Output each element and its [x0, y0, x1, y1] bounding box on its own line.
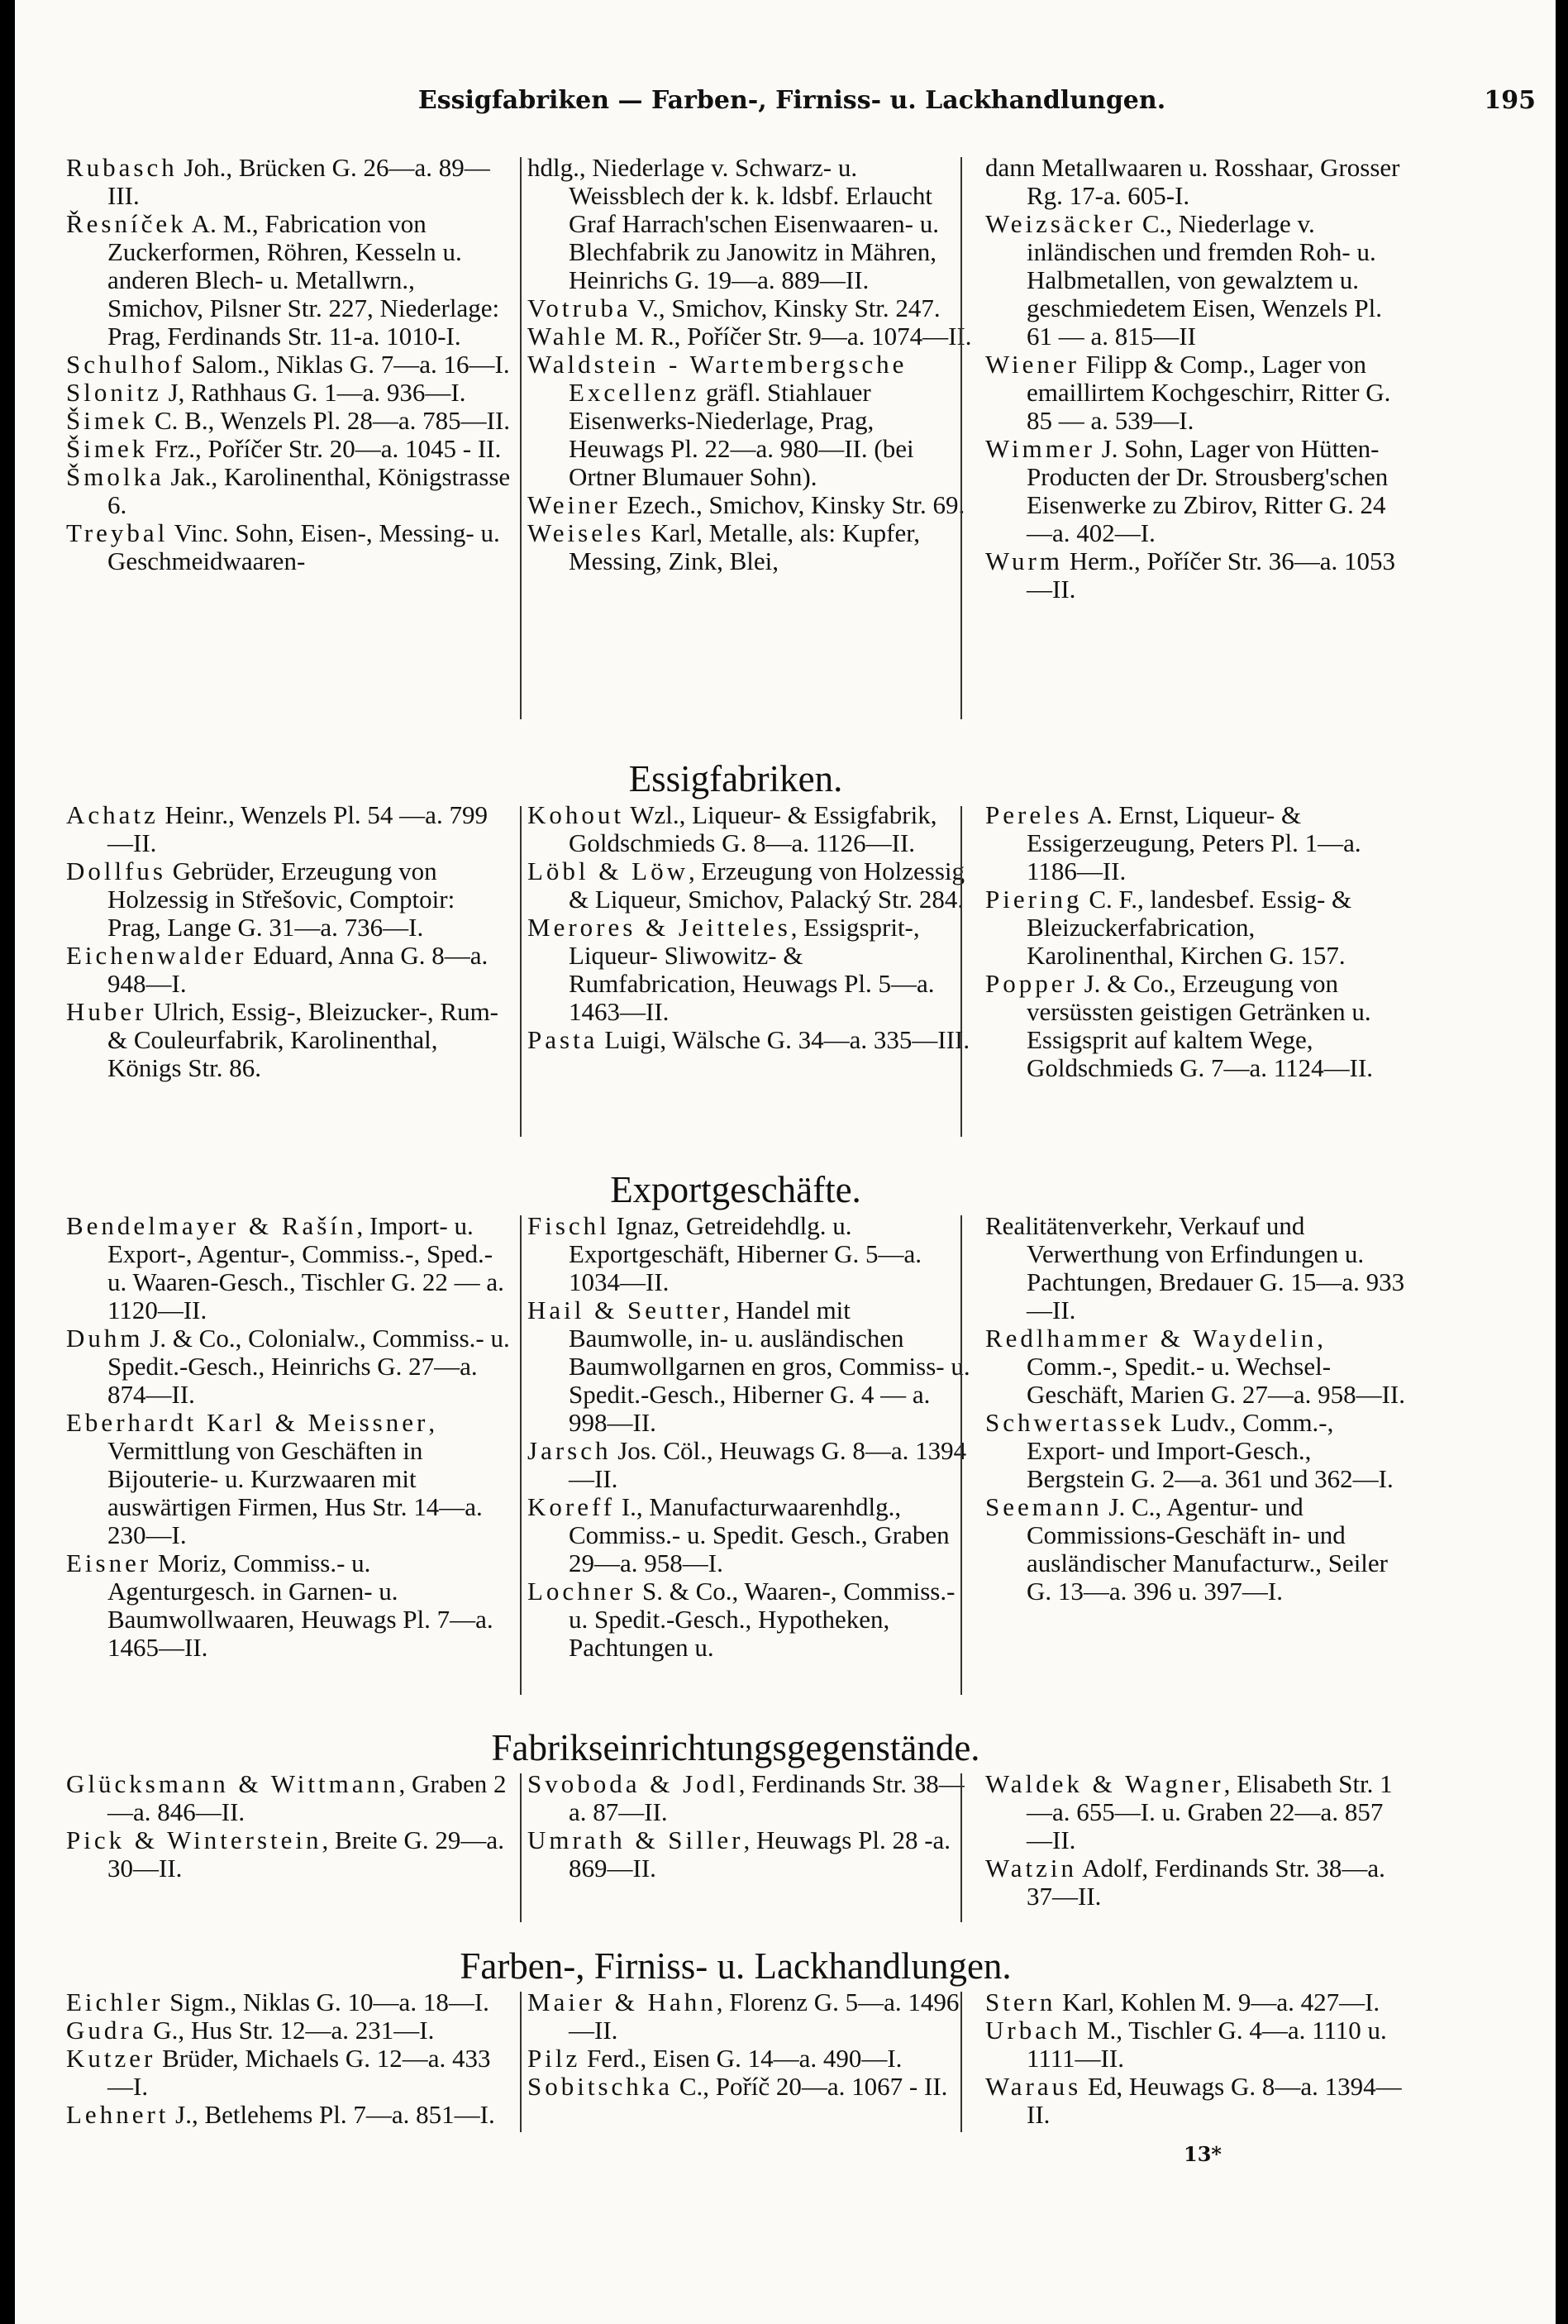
- section-exportgeschaefte: [66, 1167, 1405, 1662]
- entry-text: Salom., Niklas G. 7—a. 16—I.: [184, 350, 510, 379]
- entry-name: Schulhof: [66, 350, 185, 379]
- directory-entry: [66, 801, 512, 857]
- directory-entry: [66, 435, 512, 463]
- column-rule: [960, 1215, 962, 1695]
- directory-entry: [527, 1826, 974, 1883]
- entry-name: Šimek: [66, 434, 149, 463]
- entry-text: Joh., Brücken G. 26—a. 89—III.: [107, 153, 490, 210]
- entry-text: Vinc. Sohn, Eisen-, Messing- u. Geschmeidwaaren-: [107, 518, 500, 575]
- directory-entry: [527, 1770, 974, 1826]
- entry-text: , Erzeugung von Holzessig & Liqueur, Smichov, Palacký Str. 284.: [569, 857, 965, 914]
- section-essigfabriken: [66, 756, 1405, 1082]
- entry-name: Lehnert: [66, 2100, 169, 2129]
- entry-text: Sigm., Niklas G. 10—a. 18—I.: [163, 1988, 489, 2016]
- column: [66, 801, 512, 1082]
- column: [527, 1988, 974, 2129]
- entry-name: Maier & Hahn: [527, 1988, 717, 2016]
- entry-text: A. Ernst, Liqueur- & Essigerzeugung, Peters Pl. 1—a. 1186—II.: [1027, 800, 1361, 885]
- directory-entry: [985, 435, 1407, 547]
- entry-text: Luigi, Wälsche G. 34—a. 335—III.: [598, 1025, 970, 1054]
- entry-text: C. F., landesbef. Essig- & Bleizuckerfabrication, Karolinenthal, Kirchen G. 157.: [1027, 885, 1352, 970]
- directory-entry: [985, 351, 1407, 435]
- entry-text: J. C., Agentur- und Commissions-Geschäft in- und ausländischer Manufacturw., Seiler G. 13—a. 396 u. 397—I.: [1027, 1492, 1388, 1606]
- entry-text: M. R., Poříčer Str. 9—a. 1074—II.: [608, 322, 972, 351]
- entry-text: , Handel mit Baumwolle, in- u. ausländischen Baumwollgarnen en gros, Commiss- u. Spedit.-Gesch., Hiberner G. 4 — a. 998—II.: [569, 1296, 970, 1437]
- column: [985, 154, 1407, 604]
- directory-entry: [527, 519, 974, 575]
- entry-name: Weizsäcker: [985, 209, 1137, 238]
- entry-text: Realitätenverkehr, Verkauf und Verwerthung von Erfindungen u. Pachtungen, Bredauer G. 15—a. 933—II.: [985, 1211, 1405, 1324]
- entry-text: Heinr., Wenzels Pl. 54 —a. 799—II.: [107, 800, 488, 857]
- entry-text: Brüder, Michaels G. 12—a. 433—I.: [107, 2044, 491, 2101]
- entry-text: C., Niederlage v. inländischen und fremden Roh- u. Halbmetallen, von gewalztem u. geschmiedetem Eisen, Wenzels Pl. 61 — a. 815—II: [1027, 209, 1382, 351]
- entry-text: Adolf, Ferdinands Str. 38—a. 37—II.: [1027, 1854, 1385, 1911]
- directory-entry: [66, 379, 512, 407]
- entry-text: , Elisabeth Str. 1—a. 655—I. u. Graben 22—a. 857—II.: [1027, 1769, 1393, 1854]
- entry-name: Fischl: [527, 1211, 610, 1240]
- entry-name: Kutzer: [66, 2044, 156, 2073]
- directory-entry: [985, 2016, 1407, 2073]
- directory-entry: [66, 1409, 512, 1549]
- entry-text: , Vermittlung von Geschäften in Bijouterie- u. Kurzwaaren mit auswärtigen Firmen, Hus Str. 14—a. 230—I.: [107, 1408, 483, 1549]
- entry-text: Ferd., Eisen G. 14—a. 490—I.: [580, 2044, 903, 2073]
- column: [527, 154, 974, 604]
- entry-name: Wurm: [985, 546, 1063, 575]
- entry-text: Jak., Karolinenthal, Königstrasse 6.: [107, 462, 511, 519]
- entry-text: , Ferdinands Str. 38—a. 87—II.: [569, 1769, 965, 1826]
- directory-entry: [66, 1549, 512, 1662]
- directory-entry: [66, 154, 512, 210]
- directory-entry: [985, 1409, 1407, 1493]
- section-heading: Fabrikseinrichtungsgegenstände.: [491, 1727, 980, 1768]
- entry-text: hdlg., Niederlage v. Schwarz- u. Weissblech der k. k. ldsbf. Erlaucht Graf Harrach'schen Eisenwaaren- u. Blechfabrik zu Janowitz in Mähren, Heinrichs G. 19—a. 889—II.: [527, 153, 939, 294]
- entry-name: Merores & Jeitteles: [527, 913, 791, 942]
- directory-entry: [527, 351, 974, 491]
- entry-text: Ulrich, Essig-, Bleizucker-, Rum- & Couleurfabrik, Karolinenthal, Königs Str. 86.: [107, 997, 499, 1082]
- entry-text: Wzl., Liqueur- & Essigfabrik, Goldschmieds G. 8—a. 1126—II.: [569, 800, 937, 857]
- entry-name: Löbl & Löw: [527, 857, 689, 885]
- directory-entry: [66, 857, 512, 942]
- entry-text: Ludv., Comm.-, Export- und Import-Gesch., Bergstein G. 2—a. 361 und 362—I.: [1027, 1408, 1394, 1493]
- entry-name: Šimek: [66, 406, 149, 435]
- entry-name: Wahle: [527, 322, 609, 351]
- directory-entry: [66, 463, 512, 519]
- column: [66, 1770, 512, 1911]
- directory-entry: [527, 1988, 974, 2045]
- entry-text: J, Rathhaus G. 1—a. 936—I.: [161, 378, 466, 407]
- entry-name: Waldek & Wagner: [985, 1769, 1224, 1798]
- entry-text: G., Hus Str. 12—a. 231—I.: [146, 2016, 435, 2045]
- entry-name: Koreff: [527, 1492, 616, 1521]
- entry-text: S. & Co., Waaren-, Commiss.- u. Spedit.-Gesch., Hypotheken, Pachtungen u.: [569, 1577, 956, 1662]
- entry-name: Eichler: [66, 1988, 164, 2016]
- entry-name: Achatz: [66, 800, 159, 829]
- entry-text: dann Metallwaaren u. Rosshaar, Grosser Rg. 17-a. 605-I.: [985, 153, 1400, 210]
- entry-name: Kohout: [527, 800, 624, 829]
- column-rule: [960, 806, 962, 1137]
- entry-name: Votruba: [527, 293, 631, 322]
- entry-text: , Graben 2—a. 846—II.: [107, 1769, 507, 1826]
- entry-text: , Heuwags Pl. 28 -a. 869—II.: [569, 1825, 951, 1883]
- directory-entry: [527, 1493, 974, 1577]
- entry-name: Rubasch: [66, 153, 178, 182]
- directory-entry: [527, 322, 974, 351]
- entry-name: Weiseles: [527, 518, 645, 547]
- entry-name: Piering: [985, 885, 1083, 914]
- entry-name: Hail & Seutter: [527, 1296, 723, 1324]
- section-heading: Essigfabriken.: [628, 758, 843, 799]
- column-rule: [520, 1992, 522, 2132]
- entry-text: Karl, Metalle, als: Kupfer, Messing, Zink, Blei,: [569, 518, 921, 575]
- directory-entry: [527, 491, 974, 519]
- directory-entry: [66, 1324, 512, 1409]
- entry-name: Popper: [985, 969, 1078, 998]
- entry-text: Ezech., Smichov, Kinsky Str. 69.: [620, 490, 965, 519]
- directory-entry: [527, 914, 974, 1026]
- column: [66, 1988, 512, 2129]
- entry-name: Redlhammer & Waydelin: [985, 1324, 1318, 1353]
- entry-name: Eichenwalder: [66, 941, 247, 970]
- directory-entry: [985, 1770, 1407, 1854]
- entry-name: Watzin: [985, 1854, 1078, 1883]
- entry-text: Filipp & Comp., Lager von emaillirtem Kochgeschirr, Ritter G. 85 — a. 539—I.: [1027, 350, 1391, 435]
- column-rule: [520, 806, 522, 1137]
- directory-entry: [527, 1212, 974, 1296]
- entry-name: Waraus: [985, 2072, 1082, 2101]
- entry-name: Weiner: [527, 490, 621, 519]
- directory-entry: [66, 2101, 512, 2129]
- page-number: 195: [1484, 86, 1536, 115]
- column: [985, 1988, 1407, 2129]
- entry-name: Jarsch: [527, 1436, 612, 1465]
- entry-name: Lochner: [527, 1577, 636, 1606]
- directory-entry: [985, 547, 1407, 604]
- column: [985, 801, 1407, 1082]
- entry-name: Duhm: [66, 1324, 144, 1353]
- section-heading: Farben-, Firniss- u. Lackhandlungen.: [460, 1945, 1012, 1987]
- column: [985, 1770, 1407, 1911]
- entry-text: I., Manufacturwaarenhdlg., Commiss.- u. Spedit. Gesch., Graben 29—a. 958—I.: [569, 1492, 950, 1577]
- entry-text: J. & Co., Colonialw., Commiss.- u. Spedit.-Gesch., Heinrichs G. 27—a. 874—II.: [107, 1324, 510, 1409]
- entry-text: Frz., Poříčer Str. 20—a. 1045 - II.: [148, 434, 502, 463]
- running-head-title: Essigfabriken — Farben-, Firniss- u. Lackhandlungen.: [417, 86, 1166, 115]
- directory-entry: [66, 2016, 512, 2045]
- directory-entry: [985, 2073, 1407, 2129]
- entry-text: A. M., Fabrication von Zuckerformen, Röhren, Kesseln u. anderen Blech- u. Metallwrn., Smichov, Pilsner Str. 227, Niederlage: Prag, Ferdinands Str. 11-a. 1010-I.: [107, 209, 500, 351]
- entry-text: C. B., Wenzels Pl. 28—a. 785—II.: [148, 406, 511, 435]
- entry-name: Pilz: [527, 2044, 581, 2073]
- entry-text: J., Betlehems Pl. 7—a. 851—I.: [169, 2100, 495, 2129]
- column-rule: [960, 157, 962, 719]
- directory-entry: [985, 970, 1407, 1082]
- column: [527, 1212, 974, 1662]
- entry-name: Waldstein - Wartembergsche Excellenz: [527, 350, 908, 407]
- entry-name: Stern: [985, 1988, 1056, 2016]
- directory-entry: [527, 2045, 974, 2073]
- directory-entry: [985, 1854, 1407, 1911]
- directory-entry: [527, 2073, 974, 2101]
- directory-entry: [985, 1324, 1407, 1409]
- entry-text: gräfl. Stiahlauer Eisenwerks-Niederlage, Prag, Heuwags Pl. 22—a. 980—II. (bei Ortner Blumauer Sohn).: [569, 378, 914, 491]
- directory-page: [15, 0, 1556, 2324]
- directory-entry: [66, 519, 512, 575]
- signature-mark: 13*: [1184, 2142, 1222, 2166]
- directory-entry: [66, 942, 512, 998]
- section-fabrikseinrichtung: [66, 1725, 1405, 1911]
- entry-name: Pasta: [527, 1025, 598, 1054]
- entry-name: Šmolka: [66, 462, 164, 491]
- entry-name: Wiener: [985, 350, 1079, 379]
- entry-text: M., Tischler G. 4—a. 1110 u. 1111—II.: [1027, 2016, 1387, 2073]
- entry-name: Seemann: [985, 1492, 1103, 1521]
- entry-text: Gebrüder, Erzeugung von Holzessig in Střešovic, Comptoir: Prag, Lange G. 31—a. 736—I.: [107, 857, 455, 942]
- section-farben-firniss-lack: [66, 1944, 1405, 2129]
- entry-text: Ignaz, Getreidehdlg. u. Exportgeschäft, Hiberner G. 5—a. 1034—II.: [569, 1211, 922, 1296]
- entry-text: Ed, Heuwags G. 8—a. 1394—II.: [1027, 2072, 1402, 2129]
- column: [985, 1212, 1407, 1662]
- entry-name: Eisner: [66, 1549, 152, 1577]
- entry-text: Herm., Poříčer Str. 36—a. 1053—II.: [1027, 546, 1396, 604]
- entry-name: Eberhardt Karl & Meissner: [66, 1408, 429, 1437]
- directory-entry: [527, 1296, 974, 1437]
- directory-entry: [527, 857, 974, 914]
- column: [527, 1770, 974, 1911]
- entry-text: Eduard, Anna G. 8—a. 948—I.: [107, 941, 489, 998]
- directory-entry: [66, 1770, 512, 1826]
- directory-entry: [66, 210, 512, 351]
- entry-text: C., Poříč 20—a. 1067 - II.: [673, 2072, 948, 2101]
- directory-entry: [985, 1988, 1407, 2016]
- directory-entry: [66, 1826, 512, 1883]
- directory-entry: [66, 407, 512, 435]
- column-rule: [520, 157, 522, 719]
- entry-name: Wimmer: [985, 434, 1095, 463]
- entry-text: Moriz, Commiss.- u. Agenturgesch. in Garnen- u. Baumwollwaaren, Heuwags Pl. 7—a. 1465—II.: [107, 1549, 493, 1662]
- directory-entry: [527, 1026, 974, 1054]
- entry-text: J. & Co., Erzeugung von versüssten geistigen Getränken u. Essigsprit auf kaltem Wege, Goldschmieds G. 7—a. 1124—II.: [1027, 969, 1374, 1082]
- entry-text: , Breite G. 29—a. 30—II.: [107, 1825, 504, 1883]
- column-rule: [520, 1215, 522, 1695]
- directory-entry: [527, 154, 974, 294]
- entry-name: Slonitz: [66, 378, 162, 407]
- section-heading: Exportgeschäfte.: [610, 1169, 861, 1210]
- entry-name: Bendelmayer & Rašín: [66, 1211, 357, 1240]
- directory-entry: [985, 1493, 1407, 1606]
- entry-name: Urbach: [985, 2016, 1081, 2045]
- entry-text: , Florenz G. 5—a. 1496—II.: [569, 1988, 960, 2045]
- entry-name: Treybal: [66, 518, 169, 547]
- section-eisenwaaren-continued: [66, 154, 1405, 604]
- directory-entry: [527, 1437, 974, 1493]
- entry-text: , Comm.-, Spedit.- u. Wechsel-Geschäft, Marien G. 27—a. 958—II.: [1027, 1324, 1405, 1409]
- directory-entry: [985, 801, 1407, 885]
- entry-name: Gudra: [66, 2016, 147, 2045]
- entry-name: Dollfus: [66, 857, 166, 885]
- directory-entry: [66, 351, 512, 379]
- directory-entry: [66, 1212, 512, 1324]
- entry-name: Umrath & Siller: [527, 1825, 744, 1854]
- entry-name: Glücksmann & Wittmann: [66, 1769, 399, 1798]
- directory-entry: [985, 154, 1407, 210]
- directory-entry: [985, 885, 1407, 970]
- directory-entry: [66, 998, 512, 1082]
- directory-entry: [985, 1212, 1407, 1324]
- entry-text: , Import- u. Export-, Agentur-, Commiss.-, Sped.- u. Waaren-Gesch., Tischler G. 22 — a. 1120—II.: [107, 1211, 504, 1324]
- entry-text: Jos. Cöl., Heuwags G. 8—a. 1394—II.: [569, 1436, 967, 1493]
- entry-name: Schwertassek: [985, 1408, 1165, 1437]
- entry-text: , Essigsprit-, Liqueur- Sliwowitz- & Rumfabrication, Heuwags Pl. 5—a. 1463—II.: [569, 913, 935, 1026]
- column-rule: [520, 1773, 522, 1922]
- entry-name: Huber: [66, 997, 147, 1026]
- column: [527, 801, 974, 1082]
- directory-entry: [66, 1988, 512, 2016]
- entry-name: Řesníček: [66, 209, 187, 238]
- column-rule: [960, 1992, 962, 2132]
- column: [66, 154, 512, 604]
- entry-name: Pereles: [985, 800, 1083, 829]
- entry-text: V., Smichov, Kinsky Str. 247.: [631, 293, 941, 322]
- directory-entry: [985, 210, 1407, 351]
- entry-name: Svoboda & Jodl: [527, 1769, 739, 1798]
- directory-entry: [527, 294, 974, 322]
- directory-entry: [527, 1577, 974, 1662]
- entry-name: Sobitschka: [527, 2072, 674, 2101]
- directory-entry: [527, 801, 974, 857]
- column-rule: [960, 1773, 962, 1922]
- entry-text: Karl, Kohlen M. 9—a. 427—I.: [1056, 1988, 1380, 2016]
- entry-name: Pick & Winterstein: [66, 1825, 322, 1854]
- column: [66, 1212, 512, 1662]
- entry-text: J. Sohn, Lager von Hütten-Producten der Dr. Strousberg'schen Eisenwerke zu Zbirov, Ritter G. 24—a. 402—I.: [1027, 434, 1389, 547]
- directory-entry: [66, 2045, 512, 2101]
